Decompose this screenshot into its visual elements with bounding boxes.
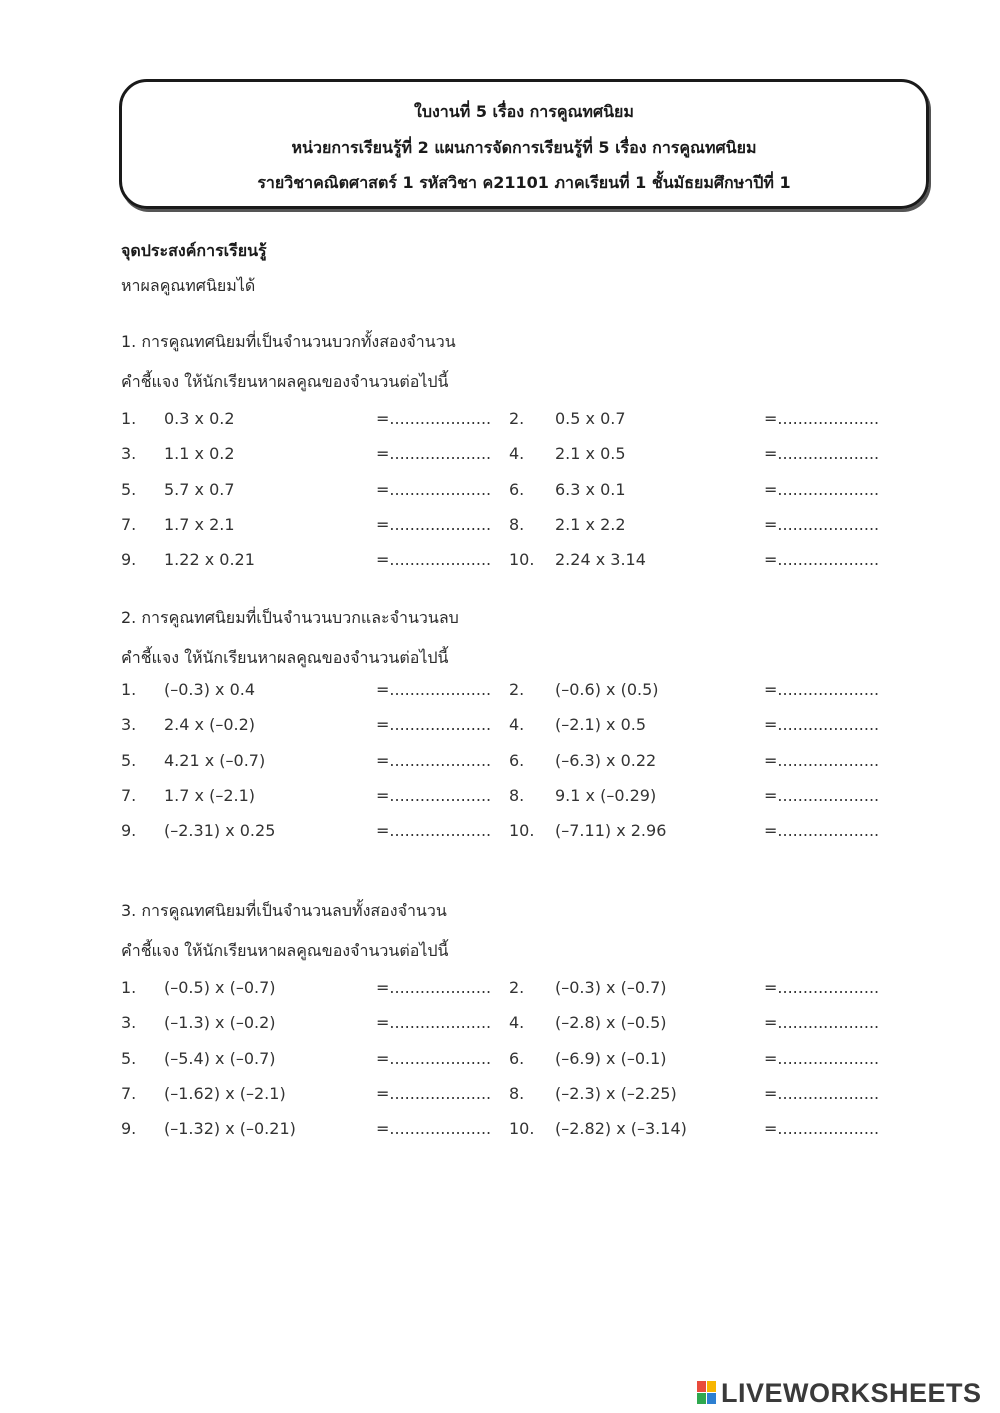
problem-row — [0, 1119, 1000, 1143]
problem-number: 4. — [509, 715, 525, 735]
problem-row — [0, 786, 1000, 810]
problem-number: 4. — [509, 444, 525, 464]
problem-expression: (–2.8) x (–0.5) — [555, 1013, 667, 1033]
logo-text: LIVEWORKSHEETS — [721, 1377, 982, 1408]
problem-number: 10. — [509, 1119, 535, 1139]
answer-blank[interactable]: =.................... — [764, 1083, 880, 1103]
answer-blank[interactable]: =.................... — [376, 715, 492, 735]
problem-expression: (–2.3) x (–2.25) — [555, 1083, 677, 1103]
problem-number: 6. — [509, 750, 525, 770]
problem-expression: 2.4 x (–0.2) — [164, 715, 256, 735]
problem-expression: 6.3 x 0.1 — [555, 479, 626, 499]
answer-blank[interactable]: =.................... — [764, 479, 880, 499]
objective-title: จุดประสงค์การเรียนรู้ — [121, 241, 267, 260]
answer-blank[interactable]: =.................... — [764, 680, 880, 699]
problem-expression: 5.7 x 0.7 — [164, 479, 235, 499]
problem-row — [0, 515, 1000, 539]
answer-blank[interactable]: =.................... — [376, 1119, 492, 1139]
problem-number: 3. — [121, 1013, 137, 1033]
problem-number: 1. — [121, 680, 137, 699]
problem-row — [0, 409, 1000, 433]
problem-number: 9. — [121, 821, 137, 841]
problem-expression: (–2.1) x 0.5 — [555, 715, 647, 735]
answer-blank[interactable]: =.................... — [764, 1013, 880, 1033]
problem-row — [0, 821, 1000, 845]
problem-number: 9. — [121, 1119, 137, 1139]
section-2-instruction: คำชี้แจง ให้นักเรียนหาผลคูณของจำนวนต่อไปนี้ — [121, 648, 449, 667]
problem-expression: 2.1 x 2.2 — [555, 514, 626, 534]
problem-number: 2. — [509, 680, 525, 699]
answer-blank[interactable]: =.................... — [376, 479, 492, 499]
problem-number: 10. — [509, 821, 535, 841]
unit-info: หน่วยการเรียนรู้ที่ 2 แผนการจัดการเรียนรู้ที่ 5 เรื่อง การคูณทศนิยม — [291, 138, 757, 157]
problem-expression: (–0.3) x 0.4 — [164, 680, 256, 699]
problem-row — [0, 715, 1000, 739]
answer-blank[interactable]: =.................... — [764, 444, 880, 464]
problem-number: 10. — [509, 550, 535, 570]
answer-blank[interactable]: =.................... — [376, 1048, 492, 1068]
section-3-instruction: คำชี้แจง ให้นักเรียนหาผลคูณของจำนวนต่อไปนี้ — [121, 941, 449, 960]
section-1-instruction: คำชี้แจง ให้นักเรียนหาผลคูณของจำนวนต่อไปนี้ — [121, 372, 449, 391]
problem-row — [0, 751, 1000, 775]
section-1-title: 1. การคูณทศนิยมที่เป็นจำนวนบวกทั้งสองจำนวน — [121, 332, 456, 351]
problem-expression: 1.22 x 0.21 — [164, 550, 255, 570]
answer-blank[interactable]: =.................... — [376, 514, 492, 534]
problem-number: 5. — [121, 1048, 137, 1068]
problem-number: 2. — [509, 978, 525, 997]
problem-expression: (–0.6) x (0.5) — [555, 680, 659, 699]
problem-number: 6. — [509, 1048, 525, 1068]
logo-square — [697, 1393, 706, 1404]
problem-row — [0, 444, 1000, 468]
problem-expression: 0.3 x 0.2 — [164, 409, 235, 428]
problem-number: 1. — [121, 409, 137, 428]
problem-number: 7. — [121, 514, 137, 534]
problem-row — [0, 1013, 1000, 1037]
problem-number: 8. — [509, 1083, 525, 1103]
problem-expression: (–6.9) x (–0.1) — [555, 1048, 667, 1068]
problem-number: 2. — [509, 409, 525, 428]
problem-number: 3. — [121, 715, 137, 735]
answer-blank[interactable]: =.................... — [376, 785, 492, 805]
problem-number: 1. — [121, 978, 137, 997]
answer-blank[interactable]: =.................... — [764, 978, 880, 997]
section-3-title: 3. การคูณทศนิยมที่เป็นจำนวนลบทั้งสองจำนวน — [121, 901, 447, 920]
section-2-title: 2. การคูณทศนิยมที่เป็นจำนวนบวกและจำนวนลบ — [121, 608, 459, 627]
problem-number: 4. — [509, 1013, 525, 1033]
answer-blank[interactable]: =.................... — [376, 1013, 492, 1033]
problem-row — [0, 550, 1000, 574]
logo-square — [707, 1393, 716, 1404]
problem-number: 7. — [121, 785, 137, 805]
problem-expression: 1.7 x (–2.1) — [164, 785, 256, 805]
logo-square — [707, 1381, 716, 1392]
problem-expression: (–2.82) x (–3.14) — [555, 1119, 687, 1139]
problem-number: 8. — [509, 785, 525, 805]
problem-row — [0, 680, 1000, 704]
problem-expression: 4.21 x (–0.7) — [164, 750, 266, 770]
problem-expression: 1.1 x 0.2 — [164, 444, 235, 464]
answer-blank[interactable]: =.................... — [764, 821, 880, 841]
problem-expression: 9.1 x (–0.29) — [555, 785, 657, 805]
problem-expression: 1.7 x 2.1 — [164, 514, 235, 534]
problem-number: 9. — [121, 550, 137, 570]
answer-blank[interactable]: =.................... — [376, 444, 492, 464]
problem-expression: (–1.32) x (–0.21) — [164, 1119, 296, 1139]
objective-text: หาผลคูณทศนิยมได้ — [121, 276, 256, 295]
liveworksheets-logo — [697, 1378, 982, 1408]
problem-number: 8. — [509, 514, 525, 534]
answer-blank[interactable]: =.................... — [764, 785, 880, 805]
answer-blank[interactable]: =.................... — [764, 1048, 880, 1068]
answer-blank[interactable]: =.................... — [376, 750, 492, 770]
answer-blank[interactable]: =.................... — [764, 1119, 880, 1139]
answer-blank[interactable]: =.................... — [376, 680, 492, 699]
answer-blank[interactable]: =.................... — [376, 1083, 492, 1103]
answer-blank[interactable]: =.................... — [376, 550, 492, 570]
problem-expression: (–0.5) x (–0.7) — [164, 978, 276, 997]
problem-number: 7. — [121, 1083, 137, 1103]
problem-expression: (–5.4) x (–0.7) — [164, 1048, 276, 1068]
problem-expression: (–7.11) x 2.96 — [555, 821, 667, 841]
problem-row — [0, 480, 1000, 504]
answer-blank[interactable]: =.................... — [376, 978, 492, 997]
problem-row — [0, 1084, 1000, 1108]
course-info: รายวิชาคณิตศาสตร์ 1 รหัสวิชา ค21101 ภาคเรียนที่ 1 ชั้นมัธยมศึกษาปีที่ 1 — [257, 173, 791, 192]
answer-blank[interactable]: =.................... — [376, 821, 492, 841]
problem-number: 3. — [121, 444, 137, 464]
problem-row — [0, 978, 1000, 1002]
problem-number: 5. — [121, 479, 137, 499]
problem-expression: (–0.3) x (–0.7) — [555, 978, 667, 997]
logo-square — [697, 1381, 706, 1392]
problem-expression: 0.5 x 0.7 — [555, 409, 626, 428]
worksheet-title: ใบงานที่ 5 เรื่อง การคูณทศนิยม — [414, 102, 634, 121]
answer-blank[interactable]: =.................... — [764, 550, 880, 570]
problem-number: 5. — [121, 750, 137, 770]
answer-blank[interactable]: =.................... — [376, 409, 492, 428]
problem-expression: (–1.3) x (–0.2) — [164, 1013, 276, 1033]
problem-expression: (–1.62) x (–2.1) — [164, 1083, 286, 1103]
answer-blank[interactable]: =.................... — [764, 409, 880, 428]
answer-blank[interactable]: =.................... — [764, 750, 880, 770]
answer-blank[interactable]: =.................... — [764, 715, 880, 735]
problem-number: 6. — [509, 479, 525, 499]
problem-expression: (–6.3) x 0.22 — [555, 750, 657, 770]
problem-expression: 2.24 x 3.14 — [555, 550, 646, 570]
logo-icon — [697, 1381, 717, 1405]
problem-expression: (–2.31) x 0.25 — [164, 821, 276, 841]
worksheet-header — [119, 79, 929, 209]
problem-row — [0, 1049, 1000, 1073]
answer-blank[interactable]: =.................... — [764, 514, 880, 534]
problem-expression: 2.1 x 0.5 — [555, 444, 626, 464]
